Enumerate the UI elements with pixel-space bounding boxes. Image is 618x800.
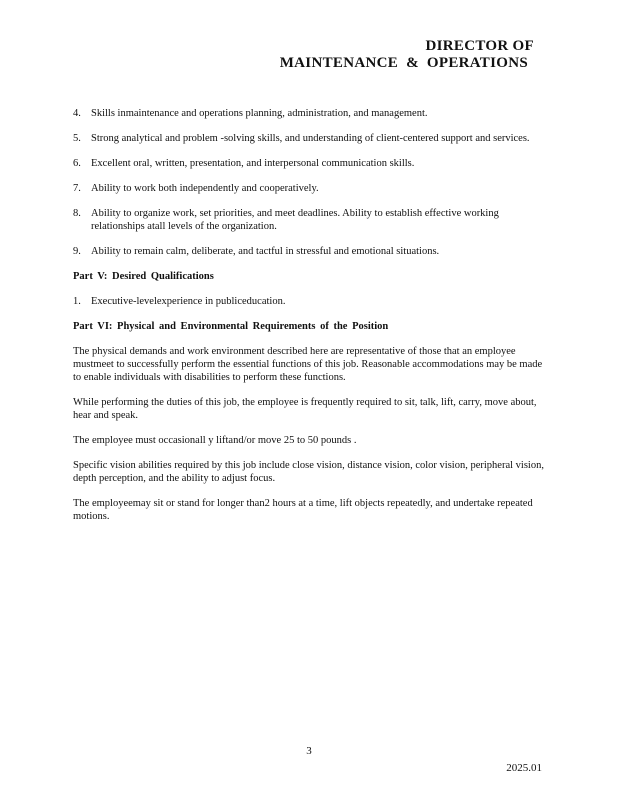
list-item <box>73 182 548 195</box>
list-item-text: Skills inmaintenance and operations planning, administration, and management. <box>91 108 428 119</box>
list-item-text: Ability to remain calm, deliberate, and tactful in stressful and emotional situations. <box>91 246 440 257</box>
title-line-1: DIRECTOR OF <box>425 38 534 54</box>
page-number: 3 <box>306 745 312 757</box>
desired-qualifications-list <box>73 295 548 308</box>
paragraph-sitting-standing: The employeemay sit or stand for longer than2 hours at a time, lift objects repeatedly, and undertake repeated motions. <box>73 498 533 522</box>
title-line-2: MAINTENANCE & OPERATIONS <box>279 55 528 71</box>
list-item-number: 7. <box>73 183 81 194</box>
list-item-number: 4. <box>73 108 81 119</box>
paragraph-duties: While performing the duties of this job, the employee is frequently required to sit, talk, lift, carry, move about, hear and speak. <box>73 397 537 421</box>
list-item <box>73 207 548 233</box>
list-item-text: Excellent oral, written, presentation, and interpersonal communication skills. <box>91 158 415 169</box>
list-item-number: 1. <box>73 296 81 307</box>
paragraph-lifting: The employee must occasionall y liftand/or move 25 to 50 pounds . <box>73 435 357 446</box>
part-v-heading: Part V: Desired Qualifications <box>73 271 214 282</box>
document-body <box>73 107 548 535</box>
list-item-number: 5. <box>73 133 81 144</box>
list-item-text: Strong analytical and problem -solving skills, and understanding of client-centered support and services. <box>91 133 530 144</box>
list-item <box>73 107 548 120</box>
list-item-number: 8. <box>73 208 81 219</box>
paragraph-vision: Specific vision abilities required by this job include close vision, distance vision, color vision, peripheral vision, depth perception, and the ability to adjust focus. <box>73 460 544 484</box>
document-title <box>280 38 534 72</box>
list-item-text: Executive-levelexperience in publiceducation. <box>91 296 286 307</box>
list-item-text: Ability to work both independently and cooperatively. <box>91 183 319 194</box>
skills-list <box>73 107 548 258</box>
list-item-number: 6. <box>73 158 81 169</box>
list-item-number: 9. <box>73 246 81 257</box>
list-item <box>73 157 548 170</box>
list-item <box>73 245 548 258</box>
document-version: 2025.01 <box>506 762 542 774</box>
list-item <box>73 132 548 145</box>
paragraph-physical-demands: The physical demands and work environment described here are representative of those that an employee mustmeet to successfully perform the essential functions of this job. Reasonable accommodations may be made to enable individuals with disabilities to perform these functions. <box>73 346 543 383</box>
part-vi-heading: Part VI: Physical and Environmental Requirements of the Position <box>73 321 389 332</box>
list-item-text: Ability to organize work, set priorities, and meet deadlines. Ability to establish effective working relationships atall levels of the organization. <box>91 208 499 232</box>
list-item <box>73 295 548 308</box>
